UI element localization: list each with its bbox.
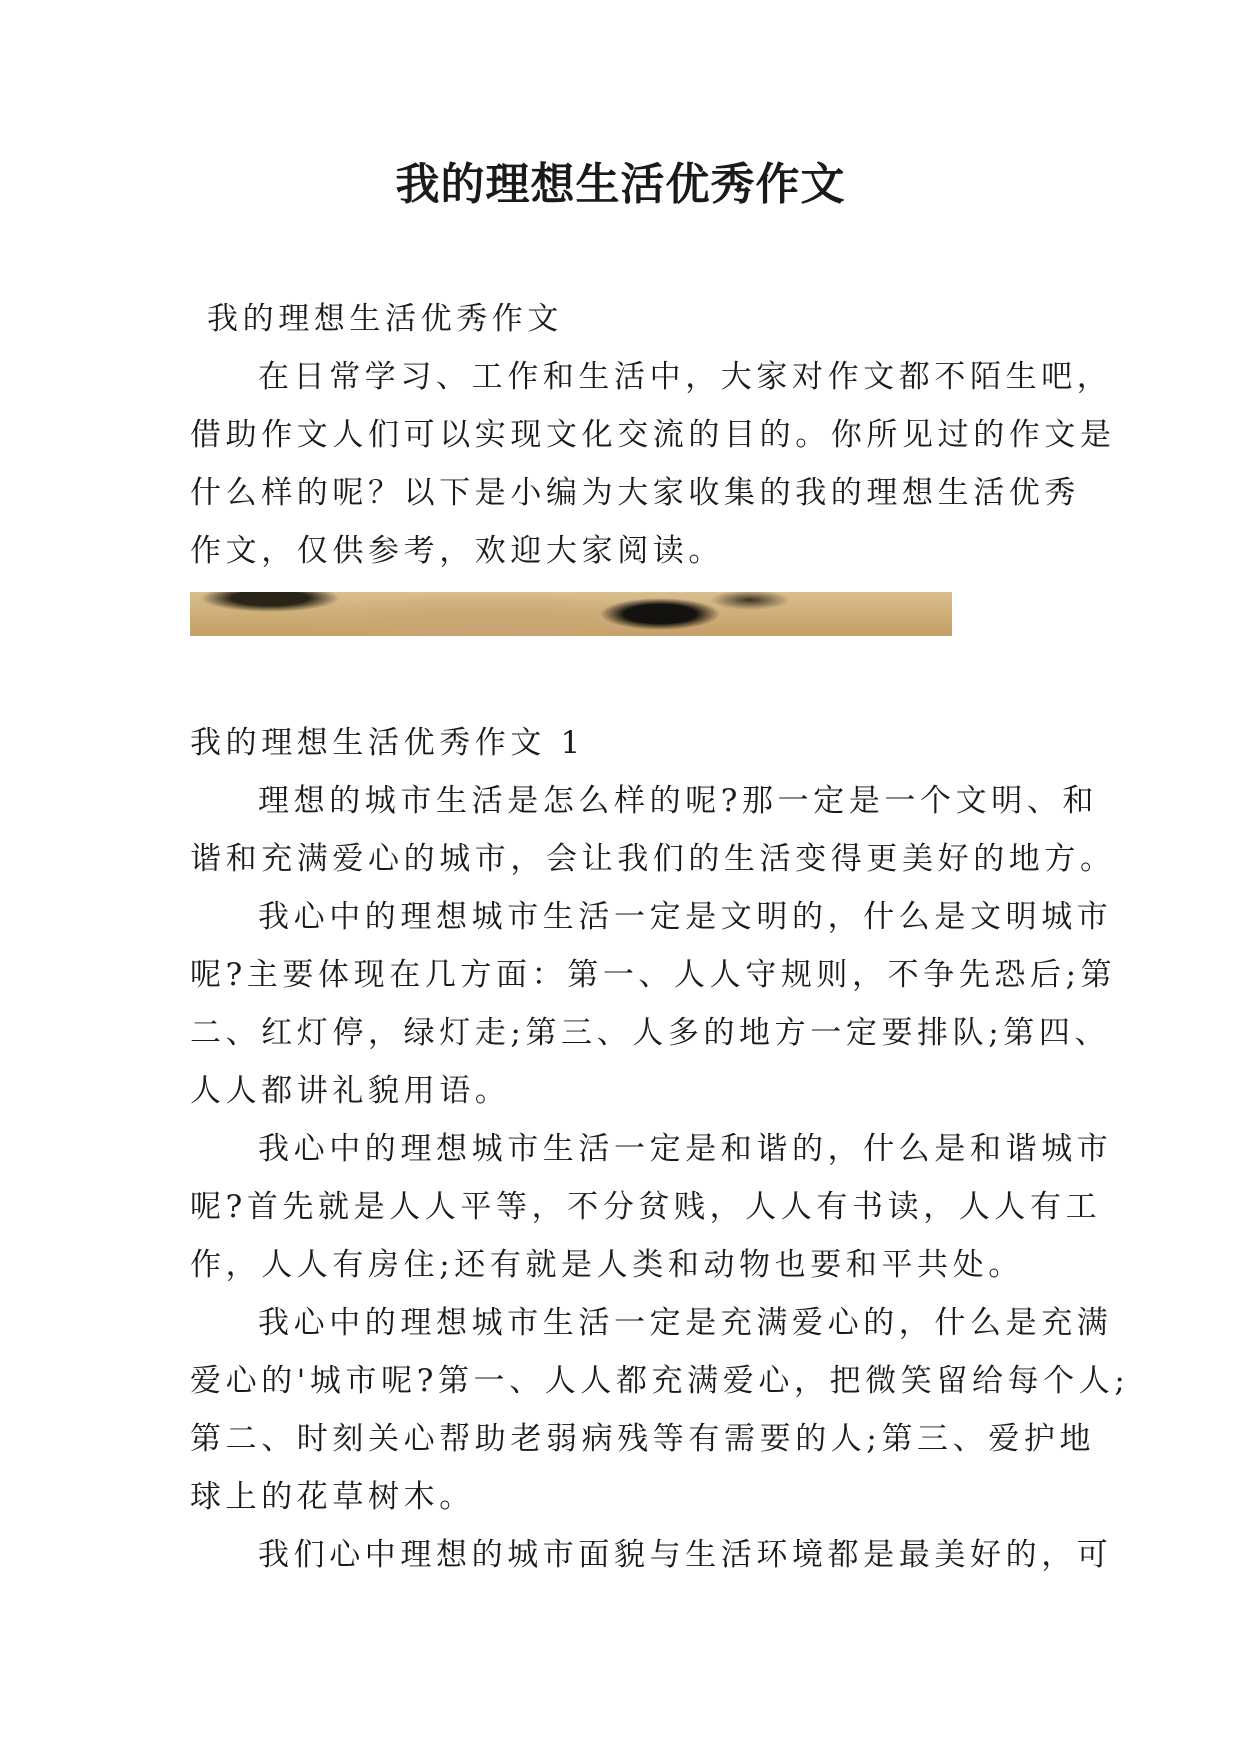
intro-line: 作文，仅供参考，欢迎大家阅读。 bbox=[190, 533, 724, 569]
paragraph-line: 我心中的理想城市生活一定是文明的，什么是文明城市 bbox=[258, 899, 1113, 935]
document-body bbox=[190, 290, 1130, 1584]
paragraph-line: 球上的花草树木。 bbox=[190, 1479, 475, 1515]
paragraph-line: 谐和充满爱心的城市，会让我们的生活变得更美好的地方。 bbox=[190, 841, 1116, 877]
paragraph-line: 人人都讲礼貌用语。 bbox=[190, 1073, 511, 1109]
paragraph-line: 爱心的'城市呢?第一、人人都充满爱心，把微笑留给每个人; bbox=[190, 1363, 1130, 1399]
paragraph-line: 作，人人有房住;还有就是人类和动物也要和平共处。 bbox=[190, 1247, 1024, 1283]
paragraph-line: 呢?首先就是人人平等，不分贫贱，人人有书读，人人有工 bbox=[190, 1189, 1102, 1225]
paragraph-line: 第二、时刻关心帮助老弱病残等有需要的人;第三、爱护地 bbox=[190, 1421, 1096, 1457]
paragraph-line: 二、红灯停，绿灯走;第三、人多的地方一定要排队;第四、 bbox=[190, 1015, 1111, 1051]
decorative-banner-image bbox=[190, 592, 952, 636]
paragraph-line: 我心中的理想城市生活一定是充满爱心的，什么是充满 bbox=[258, 1305, 1113, 1341]
intro-line: 在日常学习、工作和生活中，大家对作文都不陌生吧， bbox=[258, 359, 1113, 395]
section-gap bbox=[190, 636, 1070, 714]
section-heading: 我的理想生活优秀作文 1 bbox=[190, 725, 585, 761]
paragraph-line: 我们心中理想的城市面貌与生活环境都是最美好的，可 bbox=[258, 1537, 1113, 1573]
paragraph-line: 呢?主要体现在几方面：第一、人人守规则，不争先恐后;第 bbox=[190, 957, 1117, 993]
document-title: 我的理想生活优秀作文 bbox=[395, 159, 846, 210]
intro-line: 什么样的呢？以下是小编为大家收集的我的理想生活优秀 bbox=[190, 475, 1080, 511]
paragraph-line: 理想的城市生活是怎么样的呢?那一定是一个文明、和 bbox=[258, 783, 1099, 819]
intro-line: 借助作文人们可以实现文化交流的目的。你所见过的作文是 bbox=[190, 417, 1116, 453]
document-subtitle: 我的理想生活优秀作文 bbox=[207, 301, 563, 337]
paragraph-line: 我心中的理想城市生活一定是和谐的，什么是和谐城市 bbox=[258, 1131, 1113, 1167]
